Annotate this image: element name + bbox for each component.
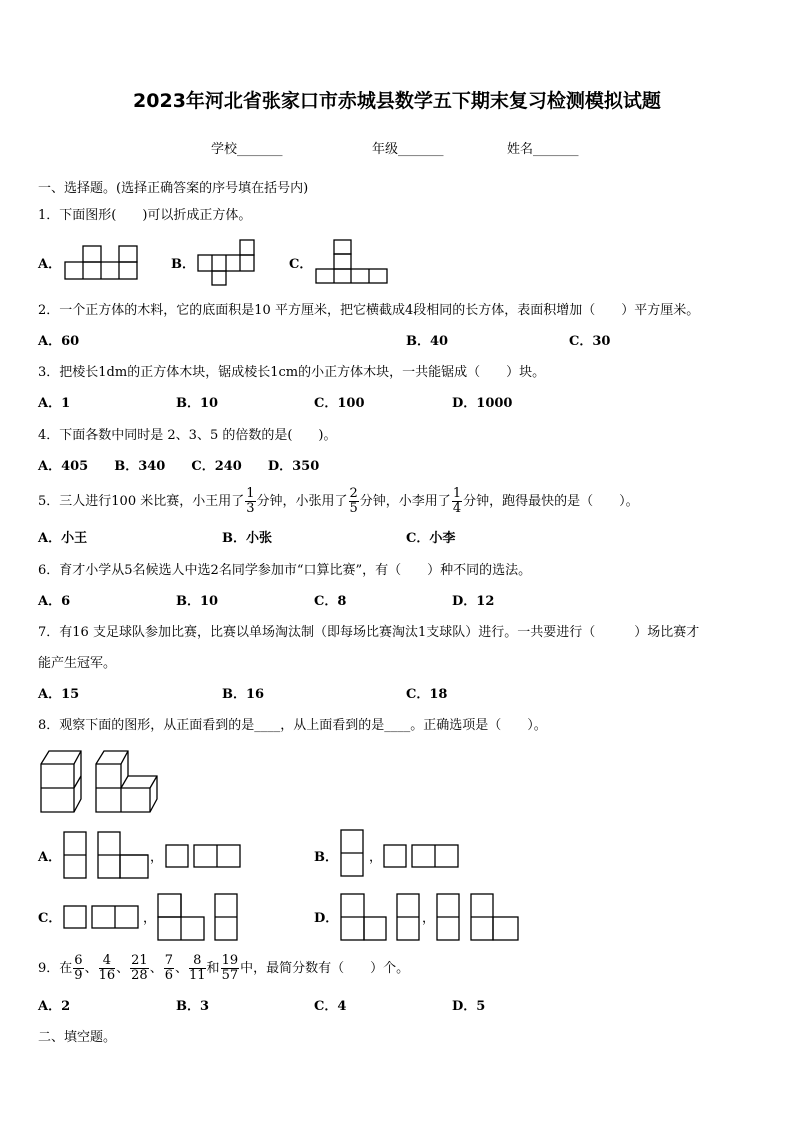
q1-option-c[interactable]: C． bbox=[289, 257, 313, 272]
q8-option-b[interactable]: B． bbox=[314, 850, 338, 865]
q9-option-a[interactable]: A．2 bbox=[38, 999, 71, 1014]
q9-f2-denominator: 16 bbox=[98, 968, 116, 983]
q3-option-c[interactable]: C．100 bbox=[314, 396, 365, 411]
q5-f2-numerator: 2 bbox=[349, 486, 358, 501]
q6-option-c[interactable]: C．8 bbox=[314, 594, 347, 609]
q7-stem-line-1: 7．有16 支足球队参加比赛，比赛以单场淘汰制（即每场比赛淘汰1支球队）进行。一共要进行（ ）场比赛才 bbox=[38, 625, 700, 640]
q9-fraction-5 bbox=[189, 954, 206, 983]
q9-option-d[interactable]: D．5 bbox=[452, 999, 486, 1014]
q7-option-b[interactable]: B．16 bbox=[222, 687, 265, 702]
q9-f5-denominator: 11 bbox=[189, 968, 206, 983]
section-1-heading: 一、选择题。(选择正确答案的序号填在括号内) bbox=[38, 181, 309, 196]
q3-option-d[interactable]: D．1000 bbox=[452, 396, 513, 411]
q5-option-b[interactable]: B．小张 bbox=[222, 531, 272, 546]
q9-text-1: 9．在 bbox=[38, 961, 73, 976]
q3-option-a[interactable]: A．1 bbox=[38, 396, 71, 411]
q9-stem bbox=[38, 951, 409, 987]
q9-f2-numerator: 4 bbox=[99, 954, 116, 969]
q1-net-b bbox=[197, 239, 257, 273]
q2-option-a[interactable]: A．60 bbox=[38, 334, 80, 349]
q2-option-b[interactable]: B．40 bbox=[406, 334, 449, 349]
q7-option-c[interactable]: C．18 bbox=[406, 687, 448, 702]
q2-option-c[interactable]: C．30 bbox=[569, 334, 611, 349]
grade-field[interactable]: 年级_______ bbox=[372, 142, 444, 157]
q8-option-d-top bbox=[436, 893, 522, 943]
q9-fraction-1 bbox=[73, 954, 83, 983]
q5-option-a[interactable]: A．小王 bbox=[38, 531, 88, 546]
q1-stem: 1．下面图形( )可以折成正方体。 bbox=[38, 208, 252, 223]
q5-f3-numerator: 1 bbox=[452, 486, 462, 501]
q9-fraction-6 bbox=[221, 954, 240, 983]
section-2-heading: 二、填空题。 bbox=[38, 1030, 117, 1045]
q8-a-comma: ， bbox=[150, 850, 164, 865]
q8-option-c[interactable]: C． bbox=[38, 911, 62, 926]
name-field[interactable]: 姓名_______ bbox=[507, 142, 579, 157]
q5-fraction-3 bbox=[452, 487, 462, 516]
q5-f3-denominator: 4 bbox=[452, 501, 462, 516]
q5-f1-denominator: 3 bbox=[246, 501, 255, 516]
q8-option-b-top bbox=[383, 844, 461, 870]
q9-f1-denominator: 9 bbox=[74, 968, 83, 983]
q8-option-d[interactable]: D． bbox=[314, 911, 339, 926]
q9-f6-numerator: 19 bbox=[221, 953, 239, 968]
q9-and: 和 bbox=[206, 961, 220, 976]
q5-stem bbox=[38, 484, 639, 520]
q5-text-1: 5．三人进行100 米比赛，小王用了 bbox=[38, 494, 245, 509]
q2-stem: 2．一个正方体的木料，它的底面积是10 平方厘米，把它横截成4段相同的长方体，表面积增加（ ）平方厘米。 bbox=[38, 303, 700, 318]
q9-f5-numerator: 8 bbox=[189, 954, 206, 969]
school-field[interactable]: 学校_______ bbox=[211, 142, 283, 157]
q9-f4-denominator: 6 bbox=[164, 968, 173, 983]
q5-text-3: 分钟，小李用了 bbox=[359, 494, 451, 509]
q1-net-a bbox=[64, 245, 139, 281]
q8-c-comma: ， bbox=[143, 911, 157, 926]
q5-option-c[interactable]: C．小李 bbox=[406, 531, 456, 546]
q1-option-a[interactable]: A． bbox=[38, 257, 62, 272]
q8-option-d-front bbox=[340, 893, 424, 943]
q8-option-a-front bbox=[63, 831, 151, 881]
q9-f3-denominator: 28 bbox=[131, 968, 148, 983]
q6-option-a[interactable]: A．6 bbox=[38, 594, 71, 609]
q3-option-b[interactable]: B．10 bbox=[176, 396, 219, 411]
q9-sep-4: 、 bbox=[174, 961, 188, 976]
q8-option-a[interactable]: A． bbox=[38, 850, 62, 865]
q9-fraction-3 bbox=[130, 954, 149, 983]
q9-fraction-2 bbox=[99, 954, 116, 983]
q1-option-b[interactable]: B． bbox=[171, 257, 195, 272]
q6-option-d[interactable]: D．12 bbox=[452, 594, 495, 609]
q9-sep-3: 、 bbox=[149, 961, 163, 976]
q9-text-2: 中，最简分数有（ ）个。 bbox=[240, 961, 410, 976]
q5-f2-denominator: 5 bbox=[349, 501, 358, 516]
q5-text-4: 分钟，跑得最快的是（ ）。 bbox=[463, 494, 639, 509]
q8-option-c-front bbox=[157, 893, 241, 943]
q8-option-a-top bbox=[165, 844, 243, 870]
q1-net-c bbox=[315, 239, 389, 285]
q8-solid-1 bbox=[40, 749, 82, 815]
q8-option-c-top bbox=[63, 905, 141, 931]
q7-stem-line-2: 能产生冠军。 bbox=[38, 656, 117, 671]
q9-sep-2: 、 bbox=[116, 961, 130, 976]
q6-option-b[interactable]: B．10 bbox=[176, 594, 219, 609]
q4-options[interactable]: A．405 B．340 C．240 D．350 bbox=[38, 459, 320, 474]
q9-f4-numerator: 7 bbox=[164, 953, 173, 968]
q9-f6-denominator: 57 bbox=[221, 968, 239, 983]
q9-fraction-4 bbox=[164, 954, 174, 983]
q5-f1-numerator: 1 bbox=[246, 486, 255, 501]
q9-option-c[interactable]: C．4 bbox=[314, 999, 347, 1014]
q5-fraction-2 bbox=[349, 487, 359, 516]
q1-net-b-bottom bbox=[211, 271, 227, 287]
q5-fraction-1 bbox=[245, 487, 255, 516]
q8-stem: 8．观察下面的图形，从正面看到的是____，从上面看到的是____。正确选项是（ ）。 bbox=[38, 718, 547, 733]
q7-option-a[interactable]: A．15 bbox=[38, 687, 80, 702]
page-title: 2023年河北省张家口市赤城县数学五下期末复习检测模拟试题 bbox=[133, 90, 661, 112]
q9-f3-numerator: 21 bbox=[131, 953, 148, 968]
q9-option-b[interactable]: B．3 bbox=[176, 999, 210, 1014]
q8-d-comma: ， bbox=[422, 911, 436, 926]
q9-f1-numerator: 6 bbox=[74, 953, 83, 968]
q8-b-comma: ， bbox=[369, 850, 383, 865]
q6-stem: 6．育才小学从5名候选人中选2名同学参加市“口算比赛”，有（ ）种不同的选法。 bbox=[38, 563, 532, 578]
q4-stem: 4．下面各数中同时是 2、3、5 的倍数的是( )。 bbox=[38, 428, 337, 443]
q9-sep-1: 、 bbox=[84, 961, 98, 976]
q8-solid-2 bbox=[95, 749, 159, 815]
q3-stem: 3．把棱长1dm的正方体木块，锯成棱长1cm的小正方体木块，一共能锯成（ ）块。 bbox=[38, 365, 546, 380]
q8-option-b-front bbox=[340, 829, 366, 879]
q5-text-2: 分钟，小张用了 bbox=[256, 494, 348, 509]
